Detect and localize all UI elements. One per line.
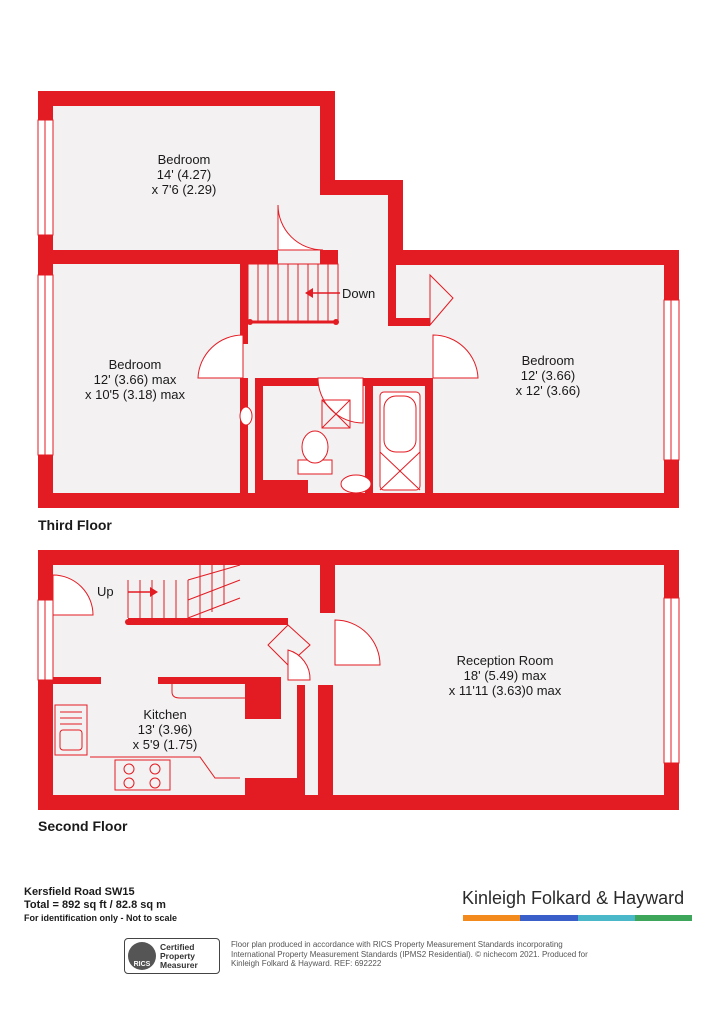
room-dimension: 14' (4.27) <box>156 167 212 182</box>
room-label-bedroom-right <box>478 353 618 398</box>
room-dimension: x 5'9 (1.75) <box>132 737 198 752</box>
room-dimension: x 7'6 (2.29) <box>151 182 217 197</box>
room-label-bedroom-left <box>60 357 210 402</box>
floor-title-second: Second Floor <box>38 818 128 834</box>
room-dimension: 13' (3.96) <box>137 722 193 737</box>
room-label-reception <box>420 653 590 698</box>
property-info <box>24 886 177 925</box>
stair-label-down: Down <box>342 286 376 301</box>
agency-color-bar <box>463 915 692 921</box>
room-dimension: 18' (5.49) max <box>463 668 547 683</box>
agency-logo-text: Kinleigh Folkard & Hayward <box>462 888 685 908</box>
floor-title-third: Third Floor <box>38 517 112 533</box>
property-total-area: Total = 892 sq ft / 82.8 sq m <box>24 899 166 911</box>
room-name: Bedroom <box>521 353 575 368</box>
stair-label-up: Up <box>97 584 114 599</box>
room-label-bedroom-top <box>104 152 264 197</box>
room-dimension: x 12' (3.66) <box>515 383 581 398</box>
property-address: Kersfield Road SW15 <box>24 886 135 898</box>
room-name: Bedroom <box>108 357 162 372</box>
rics-badge <box>124 938 220 974</box>
rics-logo-icon: RICS <box>128 942 156 970</box>
room-dimension: 12' (3.66) <box>520 368 576 383</box>
room-dimension: x 11'11 (3.63)0 max <box>448 683 562 698</box>
scale-note: For identification only - Not to scale <box>24 913 178 923</box>
internal-wall <box>53 250 278 264</box>
room-label-kitchen <box>95 707 235 752</box>
room-dimension: x 10'5 (3.18) max <box>84 387 186 402</box>
room-dimension: 12' (3.66) max <box>93 372 177 387</box>
room-name: Reception Room <box>456 653 554 668</box>
disclaimer-text: Floor plan produced in accordance with RICS Property Measurement Standards incorporating International Property Measurement Standards (IPMS2 Residential). © nichecom 2021. Produced for Kinleigh Folkard & Hayward. REF: 692222 <box>231 940 588 968</box>
rics-badge-text: Certified Property Measurer <box>160 941 198 970</box>
room-name: Kitchen <box>143 707 187 722</box>
room-name: Bedroom <box>157 152 211 167</box>
